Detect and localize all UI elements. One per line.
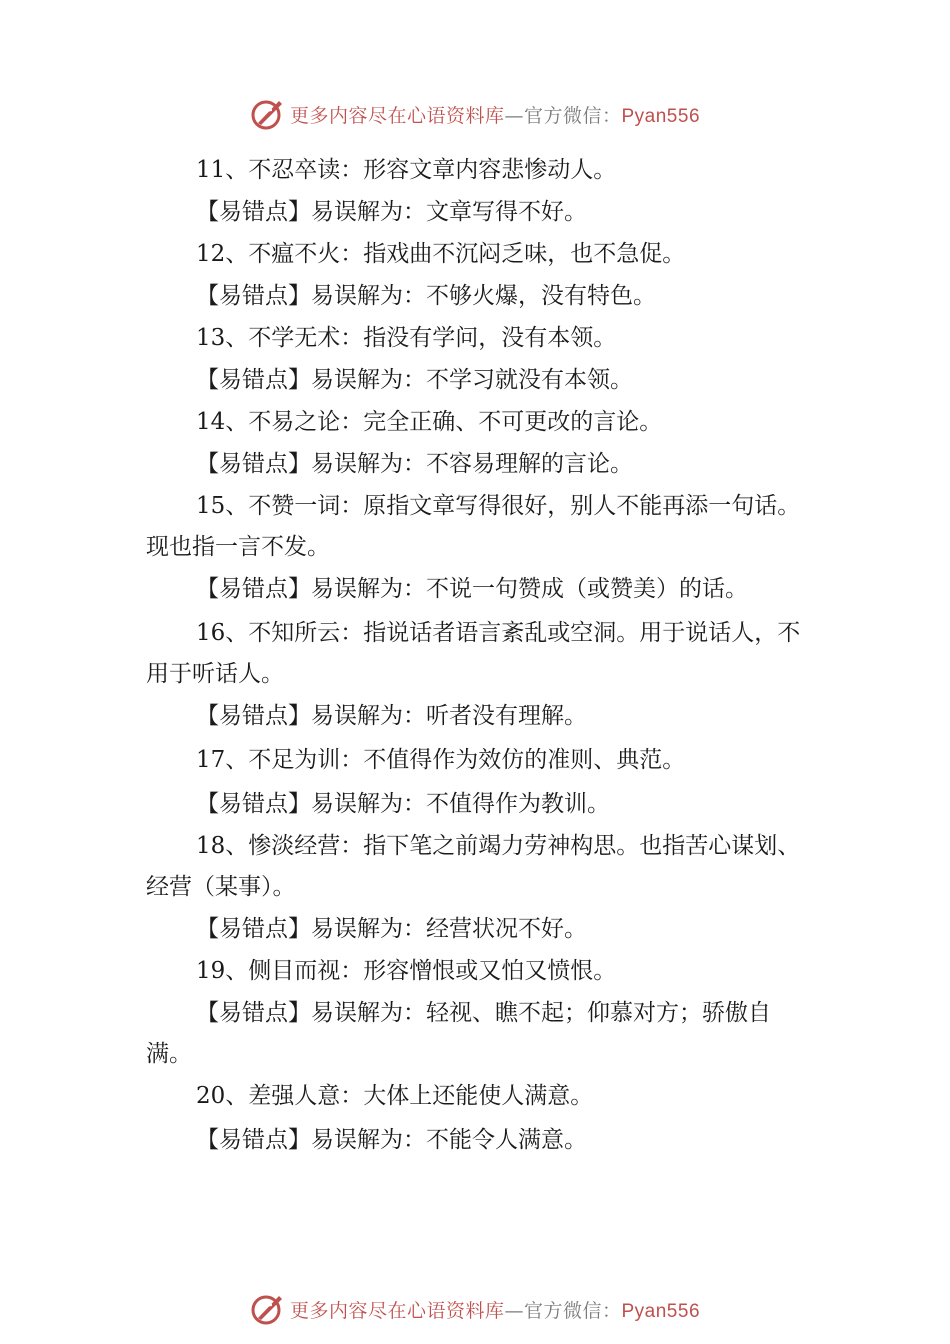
header-watermark <box>0 94 950 134</box>
watermark-dash: — <box>504 1299 524 1322</box>
entry-definition: 14、不易之论：完全正确、不可更改的言论。 <box>196 409 663 435</box>
idiom-list <box>146 150 810 1162</box>
watermark-prefix: 更多内容尽在心语资料库 <box>289 104 505 127</box>
footer-watermark <box>0 1289 950 1329</box>
entry-definition: 11、不忍卒读：形容文章内容悲惨动人。 <box>196 157 617 183</box>
watermark-wechat: Pyan556 <box>621 105 701 127</box>
entry-definition: 13、不学无术：指没有学问，没有本领。 <box>196 325 617 351</box>
watermark-dash: — <box>504 104 524 127</box>
entry-definition: 19、侧目而视：形容憎恨或又怕又愤恨。 <box>196 958 617 984</box>
watermark-mid: 官方微信： <box>523 1299 622 1322</box>
entry-error-point: 【易错点】易误解为：听者没有理解。 <box>196 703 587 729</box>
quill-logo-icon <box>250 96 286 132</box>
quill-logo-icon <box>250 1291 286 1327</box>
entry-error-point: 【易错点】易误解为：文章写得不好。 <box>196 199 587 225</box>
watermark-prefix: 更多内容尽在心语资料库 <box>289 1299 505 1322</box>
entry-definition: 20、差强人意：大体上还能使人满意。 <box>196 1083 594 1109</box>
entry-definition: 15、不赞一词：原指文章写得很好，别人不能再添一句话。现也指一言不发。 <box>146 493 801 560</box>
entry-error-point: 【易错点】易误解为：轻视、瞧不起；仰慕对方；骄傲自满。 <box>146 1000 771 1067</box>
entry-definition: 17、不足为训：不值得作为效仿的准则、典范。 <box>196 747 686 773</box>
entry-definition: 18、惨淡经营：指下笔之前竭力劳神构思。也指苦心谋划、经营（某事）。 <box>146 833 801 900</box>
entry-error-point: 【易错点】易误解为：不说一句赞成（或赞美）的话。 <box>196 576 748 602</box>
entry-definition: 12、不瘟不火：指戏曲不沉闷乏味，也不急促。 <box>196 241 686 267</box>
entry-error-point: 【易错点】易误解为：不能令人满意。 <box>196 1127 587 1153</box>
watermark-text <box>290 1296 700 1323</box>
entry-error-point: 【易错点】易误解为：不容易理解的言论。 <box>196 451 633 477</box>
watermark-text <box>290 101 700 128</box>
entry-error-point: 【易错点】易误解为：不值得作为教训。 <box>196 791 610 817</box>
watermark-wechat: Pyan556 <box>621 1300 701 1322</box>
entry-error-point: 【易错点】易误解为：经营状况不好。 <box>196 916 587 942</box>
entry-error-point: 【易错点】易误解为：不够火爆，没有特色。 <box>196 283 656 309</box>
entry-error-point: 【易错点】易误解为：不学习就没有本领。 <box>196 367 633 393</box>
entry-definition: 16、不知所云：指说话者语言紊乱或空洞。用于说话人，不用于听话人。 <box>146 620 801 687</box>
watermark-mid: 官方微信： <box>523 104 622 127</box>
